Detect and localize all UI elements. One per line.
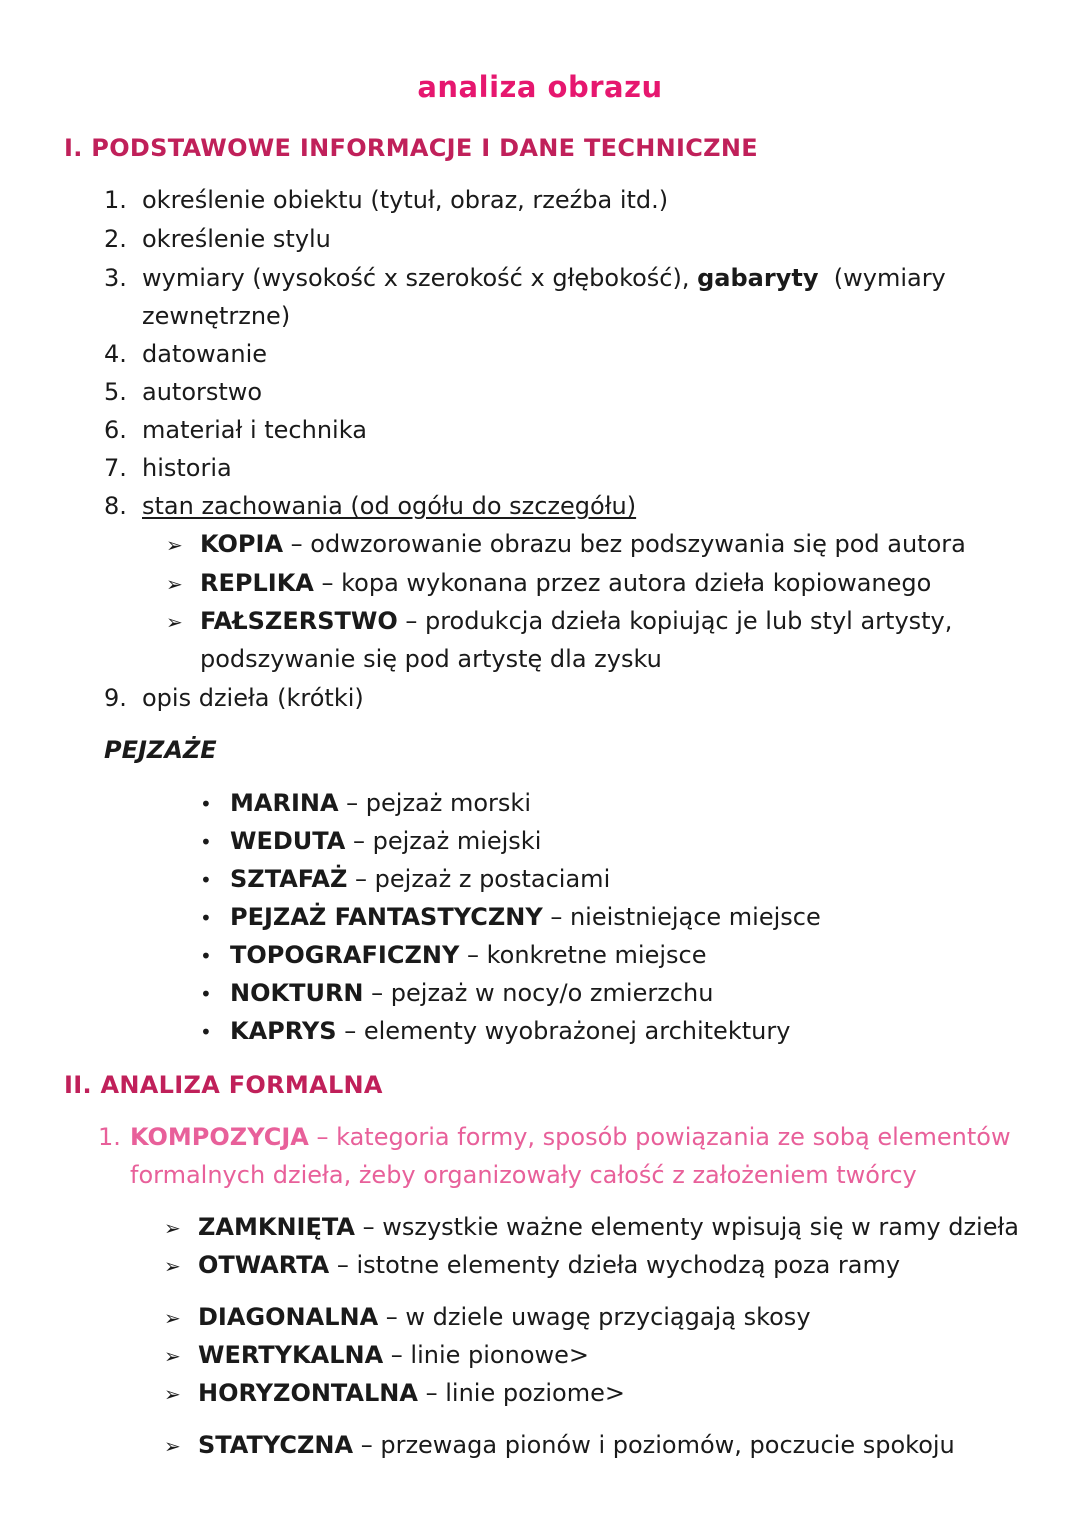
list-item: [104, 416, 367, 444]
arrow-bullet-icon: ➢: [164, 1216, 181, 1240]
bullet-icon: •: [200, 944, 212, 968]
bullet-icon: •: [200, 906, 212, 930]
page-title: analiza obrazu: [417, 70, 663, 104]
arrow-bullet-icon: ➢: [164, 1382, 181, 1406]
arrow-bullet-icon: ➢: [164, 1344, 181, 1368]
item-number: 7.: [104, 454, 127, 482]
list-item: [104, 340, 267, 368]
arrow-bullet-icon: ➢: [166, 610, 183, 634]
item-text: stan zachowania (od ogółu do szczegółu): [142, 492, 637, 520]
sub-list-item: [164, 1213, 1019, 1241]
item-number: 6.: [104, 416, 127, 444]
definition: – nieistniejące miejsce: [542, 903, 821, 931]
definition: – przewaga pionów i poziomów, poczucie spokoju: [353, 1431, 955, 1459]
term: WERTYKALNA: [198, 1341, 384, 1369]
term: FAŁSZERSTWO: [200, 607, 398, 635]
sub-list-item: [166, 530, 966, 558]
term: DIAGONALNA: [198, 1303, 379, 1331]
arrow-bullet-icon: ➢: [166, 572, 183, 596]
arrow-bullet-icon: ➢: [164, 1306, 181, 1330]
term: WEDUTA: [230, 827, 346, 855]
arrow-bullet-icon: ➢: [166, 533, 183, 557]
section-1-heading: I. PODSTAWOWE INFORMACJE I DANE TECHNICZNE: [64, 134, 758, 162]
term: OTWARTA: [198, 1251, 330, 1279]
definition: – konkretne miejsce: [459, 941, 707, 969]
term: SZTAFAŻ: [230, 865, 348, 893]
definition: – kategoria formy, sposób powiązania ze sobą elementów: [308, 1123, 1011, 1151]
pejzaze-heading: PEJZAŻE: [104, 736, 217, 764]
item-number: 2.: [104, 225, 127, 253]
item-text: określenie stylu: [142, 225, 331, 253]
kompozycja-continuation: formalnych dzieła, żeby organizowały całość z założeniem twórcy: [130, 1161, 917, 1189]
item-text: historia: [142, 454, 232, 482]
term: KOMPOZYCJA: [130, 1123, 309, 1151]
definition: – linie pionowe>: [383, 1341, 590, 1369]
term: KOPIA: [200, 530, 284, 558]
bullet-icon: •: [200, 792, 212, 816]
term: TOPOGRAFICZNY: [230, 941, 460, 969]
definition: – kopa wykonana przez autora dzieła kopiowanego: [313, 569, 932, 597]
term: NOKTURN: [230, 979, 364, 1007]
term: PEJZAŻ FANTASTYCZNY: [230, 903, 543, 931]
item-text: określenie obiektu (tytuł, obraz, rzeźba itd.): [142, 186, 669, 214]
item-number: 1.: [104, 186, 127, 214]
definition: – w dziele uwagę przyciągają skosy: [378, 1303, 811, 1331]
sub-list-item: [166, 569, 931, 597]
sub-list-item: [164, 1431, 955, 1459]
sub-list-item: [166, 607, 952, 635]
bullet-item: [200, 865, 610, 893]
definition: – linie poziome>: [417, 1379, 625, 1407]
kompozycja-item: [98, 1123, 1011, 1151]
bullet-item: [200, 941, 707, 969]
bullet-item: [200, 827, 541, 855]
item-text-post: (wymiary: [818, 264, 946, 292]
term: REPLIKA: [200, 569, 314, 597]
definition: – produkcja dzieła kopiując je lub styl artysty,: [397, 607, 953, 635]
term: HORYZONTALNA: [198, 1379, 418, 1407]
item-number: 5.: [104, 378, 127, 406]
sub-list-item: [164, 1379, 625, 1407]
definition: – pejzaż w nocy/o zmierzchu: [363, 979, 714, 1007]
arrow-bullet-icon: ➢: [164, 1434, 181, 1458]
definition: – pejzaż miejski: [345, 827, 542, 855]
bullet-icon: •: [200, 868, 212, 892]
arrow-bullet-icon: ➢: [164, 1254, 181, 1278]
list-item: [104, 378, 262, 406]
sub-list-item: [164, 1251, 900, 1279]
sub-list-item: [164, 1341, 589, 1369]
term: ZAMKNIĘTA: [198, 1213, 355, 1241]
list-item: [104, 186, 668, 214]
bullet-item: [200, 789, 531, 817]
item-text: datowanie: [142, 340, 268, 368]
item-text: autorstwo: [142, 378, 263, 406]
bullet-item: [200, 1017, 790, 1045]
item-text: opis dzieła (krótki): [142, 684, 364, 712]
list-item: [104, 264, 946, 292]
item-number: 1.: [98, 1123, 121, 1151]
definition: – pejzaż morski: [338, 789, 531, 817]
bullet-item: [200, 903, 821, 931]
item-number: 9.: [104, 684, 127, 712]
term: MARINA: [230, 789, 339, 817]
item-text: materiał i technika: [142, 416, 367, 444]
item-continuation: zewnętrzne): [142, 302, 291, 330]
section-2-heading: II. ANALIZA FORMALNA: [64, 1071, 383, 1099]
item-text-pre: wymiary (wysokość x szerokość x głębokość),: [142, 264, 698, 292]
item-number: 8.: [104, 492, 127, 520]
definition: – elementy wyobrażonej architektury: [336, 1017, 791, 1045]
definition: – pejzaż z postaciami: [347, 865, 611, 893]
definition-continuation: podszywanie się pod artystę dla zysku: [200, 645, 662, 673]
list-item: [104, 454, 232, 482]
item-number: 4.: [104, 340, 127, 368]
bullet-icon: •: [200, 982, 212, 1006]
item-number: 3.: [104, 264, 127, 292]
definition: – istotne elementy dzieła wychodzą poza ramy: [329, 1251, 901, 1279]
term: STATYCZNA: [198, 1431, 354, 1459]
bullet-icon: •: [200, 830, 212, 854]
list-item: [104, 225, 331, 253]
bullet-item: [200, 979, 713, 1007]
list-item: [104, 684, 364, 712]
item-text-bold: gabaryty: [697, 264, 819, 292]
bullet-icon: •: [200, 1020, 212, 1044]
list-item: [104, 492, 636, 520]
sub-list-item: [164, 1303, 811, 1331]
definition: – wszystkie ważne elementy wpisują się w ramy dzieła: [354, 1213, 1020, 1241]
definition: – odwzorowanie obrazu bez podszywania się pod autora: [283, 530, 966, 558]
term: KAPRYS: [230, 1017, 337, 1045]
